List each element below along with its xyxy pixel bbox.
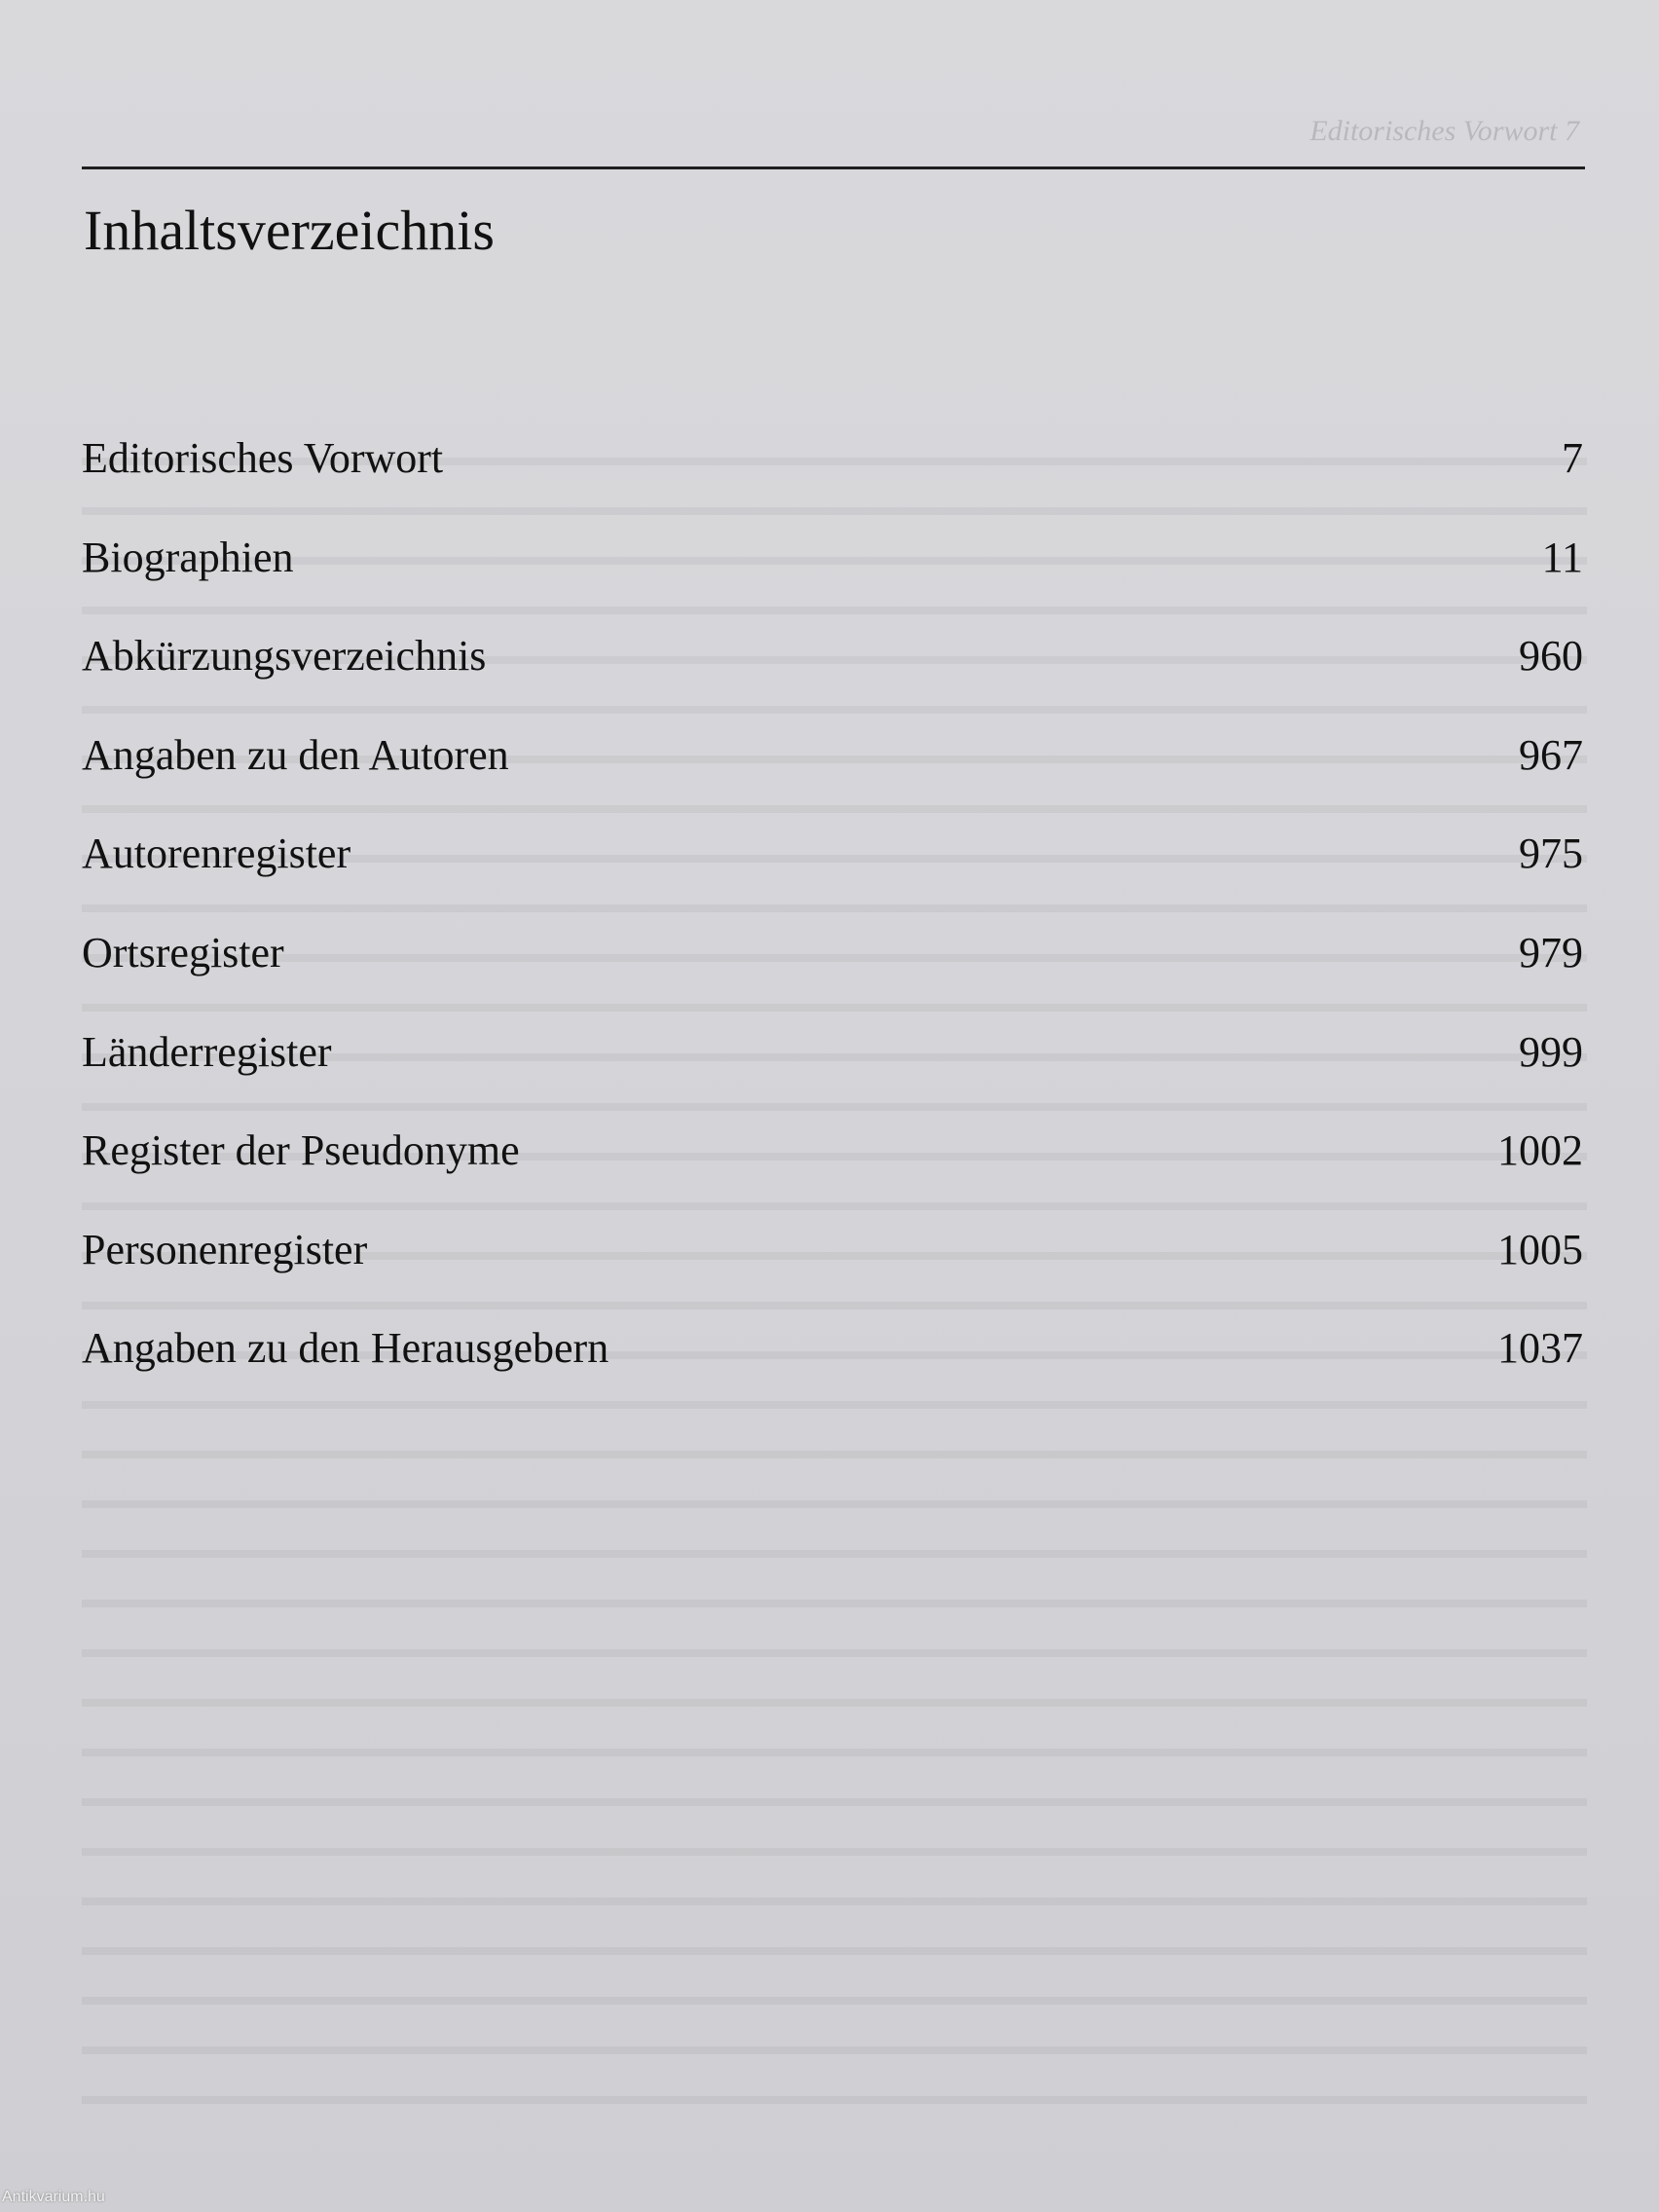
toc-row bbox=[76, 533, 1587, 632]
toc-entry-page: 1037 bbox=[1497, 1324, 1583, 1373]
page-title: Inhaltsverzeichnis bbox=[84, 199, 495, 262]
toc-row bbox=[76, 433, 1587, 533]
toc-entry-page: 999 bbox=[1519, 1027, 1583, 1076]
toc-entry-label: Angaben zu den Herausgebern bbox=[82, 1324, 609, 1373]
toc-entry-label: Ortsregister bbox=[82, 928, 284, 977]
toc-row bbox=[76, 928, 1587, 1027]
toc-row bbox=[76, 1027, 1587, 1126]
toc-entry-label: Angaben zu den Autoren bbox=[82, 730, 509, 779]
toc-entry-label: Abkürzungsverzeichnis bbox=[82, 632, 487, 681]
toc-entry-page: 967 bbox=[1519, 730, 1583, 779]
toc-entry-page: 1002 bbox=[1497, 1126, 1583, 1175]
toc-entry-page: 960 bbox=[1519, 632, 1583, 681]
toc-entry-label: Länderregister bbox=[82, 1027, 332, 1076]
toc-entry-page: 979 bbox=[1519, 928, 1583, 977]
toc-entry-page: 11 bbox=[1541, 533, 1583, 581]
watermark: Antikvarium.hu bbox=[2, 2189, 105, 2205]
toc-entry-label: Register der Pseudonyme bbox=[82, 1126, 520, 1175]
toc-row bbox=[76, 631, 1587, 730]
header-rule bbox=[82, 166, 1585, 169]
toc-row bbox=[76, 730, 1587, 830]
toc-entry-label: Personenregister bbox=[82, 1225, 368, 1273]
table-of-contents bbox=[76, 433, 1587, 1422]
toc-entry-page: 7 bbox=[1562, 434, 1583, 482]
toc-entry-label: Editorisches Vorwort bbox=[82, 434, 444, 482]
toc-row bbox=[76, 1225, 1587, 1324]
toc-row bbox=[76, 1125, 1587, 1225]
toc-entry-label: Biographien bbox=[82, 533, 294, 581]
toc-entry-label: Autorenregister bbox=[82, 830, 351, 878]
toc-row bbox=[76, 829, 1587, 928]
toc-row bbox=[76, 1323, 1587, 1422]
toc-entry-page: 1005 bbox=[1497, 1225, 1583, 1273]
toc-entry-page: 975 bbox=[1519, 830, 1583, 878]
running-head: Editorisches Vorwort 7 bbox=[1309, 115, 1579, 147]
